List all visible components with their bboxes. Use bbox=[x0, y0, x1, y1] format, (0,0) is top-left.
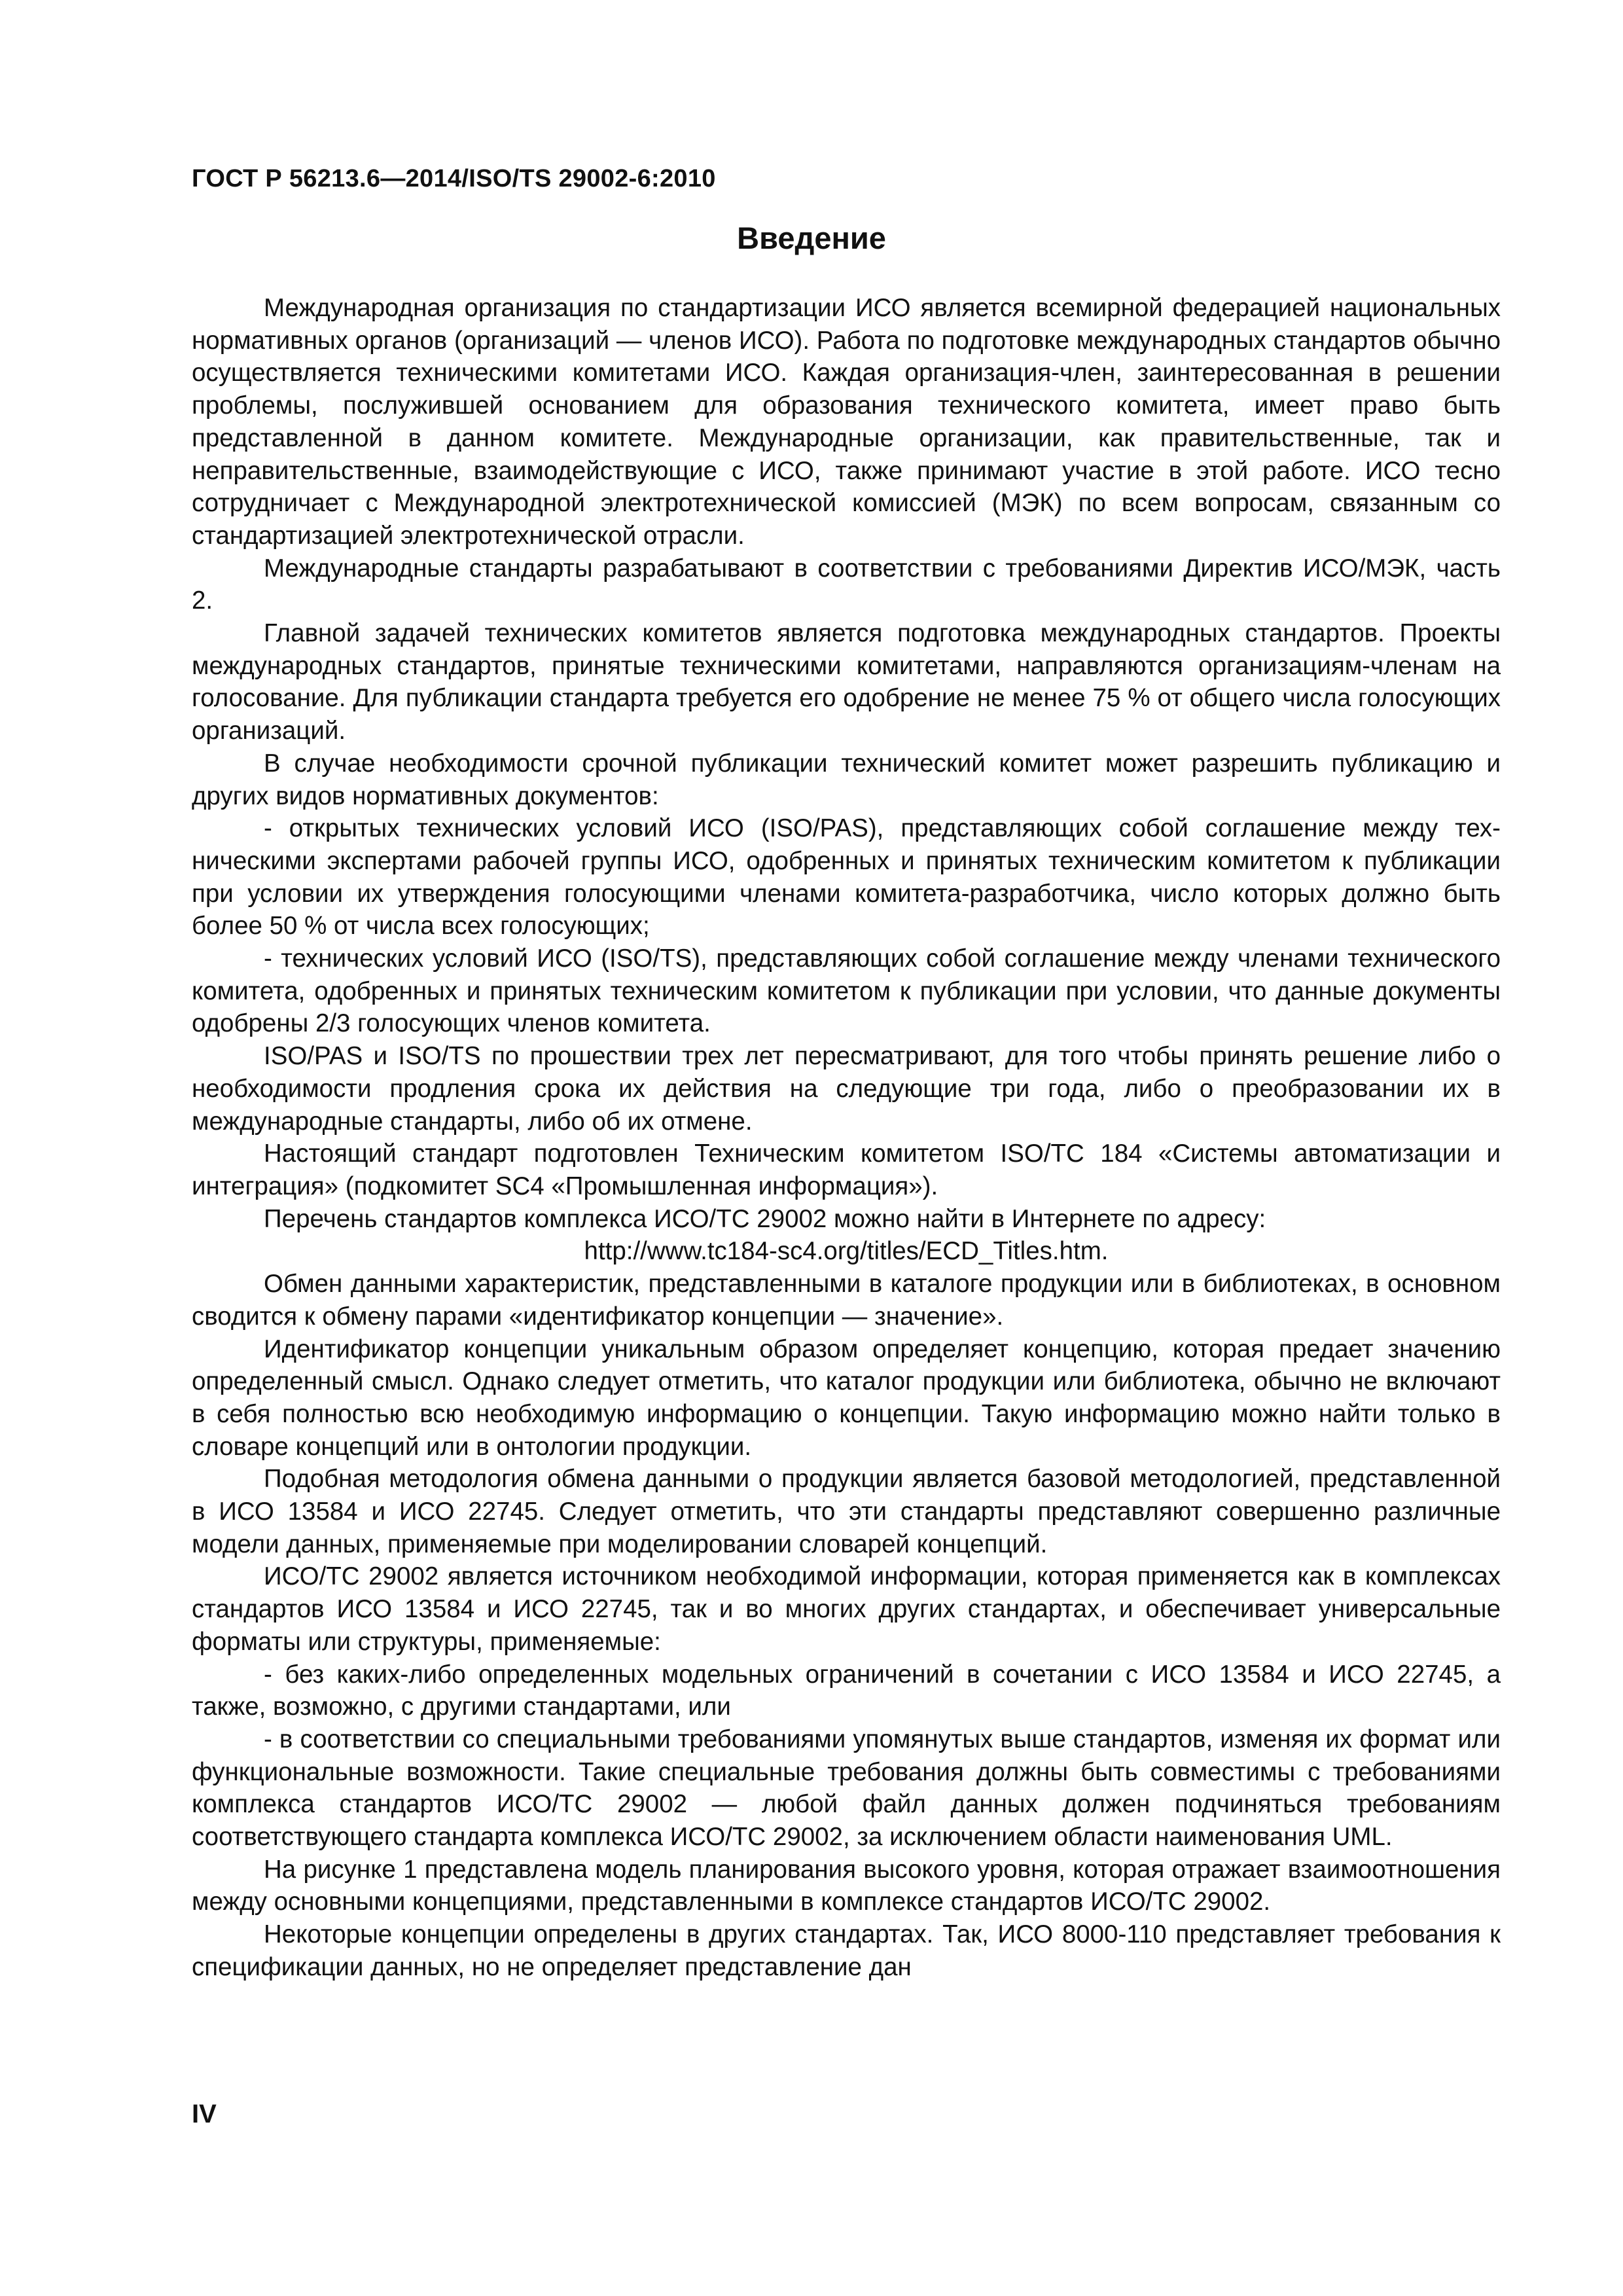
paragraph: В случае необходимости срочной публикации технический комитет может разрешить публикацию и других видов нормативных документов: bbox=[192, 749, 1501, 810]
paragraph: Международная организация по стандартизации ИСО является всемирной федерацией национальных нормативных органов (организаций — членов ИСО). Работа по подготовке международных стандартов обычно осуществляется техническими комитетами ИСО. Каждая организация-член, заинтересованная в решении проблемы, послужившей основанием для образования технического комитета, имеет право быть представленной в данном комитете. Международные организации, как правительственные, так и неправительственные, взаимодействующие с ИСО, также принимают участие в этой работе. ИСО тесно сотрудничает с Международной электротехнической комиссией (МЭК) по всем вопросам, связанным со стандартизацией электротехнической отрасли. bbox=[192, 294, 1501, 550]
paragraph: Настоящий стандарт подготовлен Техническим комитетом ISO/TC 184 «Системы автоматизации и интеграция» (подкомитет SC4 «Промышленная информация»). bbox=[192, 1139, 1501, 1200]
list-item: - в соответствии со специальными требованиями упомянутых выше стандартов, изменяя их формат или функциональные возможности. Такие специальные требования должны быть совместимы с требованиями комплекса стандартов ИСО/ТС 29002 — любой файл данных должен подчиняться требованиям соответствующего стандарта комплекса ИСО/ТС 29002, за исключением области наименования UML. bbox=[192, 1725, 1501, 1852]
paragraph: Обмен данными характеристик, представленными в каталоге продукции или в библиотеках, в основном сводится к обмену парами «идентификатор концепции — значение». bbox=[192, 1270, 1501, 1331]
paragraph: ИСО/ТС 29002 является источником необходимой информации, которая применяется как в комплексах стандартов ИСО 13584 и ИСО 22745, так и во многих других стандартах, и обеспечивает универсальные форматы или структуры, применяемые: bbox=[192, 1562, 1501, 1656]
list-item: - открытых технических условий ИСО (ISO/PAS), представляющих собой соглашение между техническими экспертами рабочей группы ИСО, одобренных и принятых техническим комитетом к публикации при условии их утверждения голосующими членами комитета-разработчика, число которых должно быть более 50 % от числа всех голосующих; bbox=[192, 814, 1501, 941]
paragraph: Международные стандарты разрабатывают в соответствии с требованиями Директив ИСО/МЭК, часть 2. bbox=[192, 554, 1501, 615]
paragraph: ISO/PAS и ISO/TS по прошествии трех лет пересматривают, для того чтобы принять решение либо о необходимости продления срока их действия на следующие три года, либо о преобразовании их в международные стандарты, либо об их отмене. bbox=[192, 1042, 1501, 1136]
paragraph: Перечень стандартов комплекса ИСО/ТС 29002 можно найти в Интернете по адресу: bbox=[264, 1204, 1266, 1233]
paragraph: На рисунке 1 представлена модель планирования высокого уровня, которая отражает взаимоотношения между основными концепциями, представленными в комплексе стандартов ИСО/ТС 29002. bbox=[192, 1855, 1501, 1916]
paragraph: Подобная методология обмена данными о продукции является базовой методологией, представленной в ИСО 13584 и ИСО 22745. Следует отметить, что эти стандарты представляют совершенно различные модели данных, применяемые при моделировании словарей концепций. bbox=[192, 1465, 1501, 1558]
page-number: IV bbox=[192, 2100, 217, 2128]
body-text bbox=[192, 292, 1501, 1984]
section-title: Введение bbox=[737, 221, 886, 255]
document-header: ГОСТ Р 56213.6—2014/ISO/TS 29002-6:2010 bbox=[192, 165, 716, 192]
list-item: - без каких-либо определенных модельных ограничений в сочетании с ИСО 13584 и ИСО 22745, а также, возможно, с другими стандартами, или bbox=[192, 1660, 1501, 1721]
paragraph: Идентификатор концепции уникальным образом определяет концепцию, которая предает значению определенный смысл. Однако следует отметить, что каталог продукции или библиотека, обычно не включают в себя полностью всю необходимую информацию о концепции. Такую информацию можно найти только в словаре концепций или в онтологии продукции. bbox=[192, 1335, 1501, 1461]
paragraph: Главной задачей технических комитетов является подготовка международных стандартов. Проекты международных стандартов, принятые техническими комитетами, направляются организациям-членам на голосование. Для публикации стандарта требуется его одобрение не менее 75 % от общего числа голосующих организаций. bbox=[192, 619, 1501, 745]
list-item: - технических условий ИСО (ISO/TS), представляющих собой соглашение между членами технического комитета, одобренных и принятых техническим комитетом к публикации при условии, что данные документы одобрены 2/3 голосующих членов комитета. bbox=[192, 944, 1501, 1038]
paragraph: Некоторые концепции определены в других стандартах. Так, ИСО 8000-110 представляет требования к спецификации данных, но не определяет представление дан bbox=[192, 1920, 1501, 1981]
url-text: http://www.tc184-sc4.org/titles/ECD_Titles.htm. bbox=[584, 1237, 1109, 1266]
